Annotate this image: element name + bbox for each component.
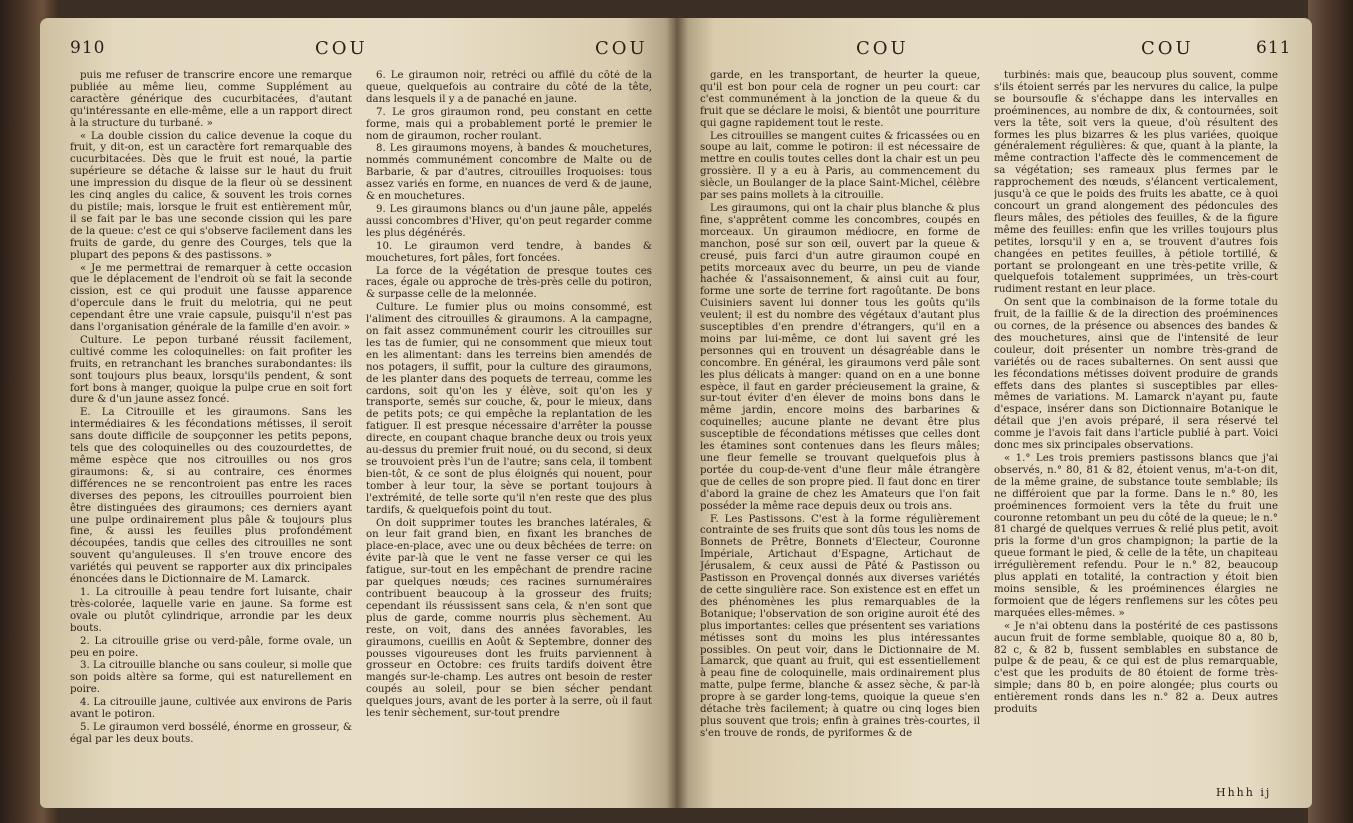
paragraph: Les giraumons, qui ont la chair plus blanche & plus fine, s'apprêtent comme les concombres, coupés en morceaux. Un giraumon médiocre, en forme de manchon, posé sur son œil, ouvert par la queue & creusé, puis farci d'un autre giraumon coupé en petits morceaux avec du beurre, un peu de viande hachée & l'assaisonnement, & ainsi cuit au four, forme une sorte de terrine fort ragoûtante. De bons Cuisiniers savent lui donner tous les goûts qu'ils veulent; il est du nombre des végétaux d'autant plus susceptibles d'en prendre d'étrangers, qu'il en a moins par lui-même, ce dont lui savent gré les personnes qui en trouvent un désagréable dans le concombre. En général, les giraumons verd pâle sont les plus délicats à manger: quand on en a une bonne espèce, il faut en garder précieusement la graine, & sur-tout éviter d'en élever de moins bons dans le même jardin, encore moins des barbarines & coquinelles; aucune plante ne devant être plus susceptible de fécondations métisses que celles dont les étamines sont contenues dans les fleurs mâles; une fleur femelle se trouvant quelquefois plus à portée du coup-de-vent d'une fleur mâle étrangère que de celles de son propre pied. Il faut donc en tirer d'abord la graine de chez les Amateurs que l'on fait posséder la même race depuis deux ou trois ans. xyxy=(700,202,980,512)
paragraph: 2. La citrouille grise ou verd-pâle, forme ovale, un peu en poire. xyxy=(70,635,352,659)
paragraph: 8. Les giraumons moyens, à bandes & mouchetures, nommés communément concombre de Malte ou de Barbarie, & par d'autres, citrouilles Iroquoises: tous assez variés en forme, en nuances de verd & de jaune, & en mouchetures. xyxy=(366,143,652,203)
paragraph: 9. Les giraumons blancs ou d'un jaune pâle, appelés aussi concombres d'Hiver, qu'on peut regarder comme les plus dégénérés. xyxy=(366,203,652,239)
left-page-number: 910 xyxy=(70,38,106,58)
left-column-1 xyxy=(70,70,352,800)
book-cover-right xyxy=(1308,0,1353,823)
paragraph: garde, en les transportant, de heurter la queue, qu'il est bon pour cela de rogner un peu court: car c'est communément à la jonction de la queue & du fruit que se déclare le moisi, & bientôt une pourriture qui gagne rapidement tout le reste. xyxy=(700,70,980,129)
right-page-header xyxy=(696,38,1296,64)
paragraph: F. Les Pastissons. C'est à la forme régulièrement contrainte de ses fruits que sont dûs tous les noms de Bonnets de Prêtre, Bonnets d'Electeur, Couronne Impériale, Artichaut d'Espagne, Artichaut de Jérusalem, & ceux aussi de Pâté & Pastisson ou Pastisson en Provençal donnés aux diverses variétés de cette singulière race. Son existence est en effet un des phénomènes les plus remarquables de la Botanique; l'observation de son origine auroit été des plus importantes: celles que présentent ses variations métisses sont du moins les plus intéressantes possibles. On peut voir, dans le Dictionnaire de M. Lamarck, que quant au fruit, qui est essentiellement à peau fine de coloquinelle, mais ordinairement plus matte, pulpe ferme, blanche & assez sèche, & par-là propre à se garder long-tems, quoique la queue s'en détache très facilement; à quatre ou cinq loges bien plus souvent que trois; enfin à graines très-courtes, il s'en trouve de ronds, de pyriformes & de xyxy=(700,513,980,739)
right-page xyxy=(676,18,1312,808)
book-gutter xyxy=(666,18,688,808)
right-column-1 xyxy=(700,70,980,800)
paragraph: Les citrouilles se mangent cuites & fricassées ou en soupe au lait, comme le potiron: il est nécessaire de mettre en coulis toutes celles dont la chair est un peu grossière. Il y a eu à Paris, au commencement du siècle, un Boulanger de la place Saint-Michel, célèbre par ses pains mollets à la citrouille. xyxy=(700,130,980,202)
left-running-head: COU xyxy=(315,38,368,59)
left-column-2 xyxy=(366,70,652,800)
paragraph: puis me refuser de transcrire encore une remarque publiée au même lieu, comme Supplément au caractère générique des cucurbitacées, d'autant qu'intéressante en elle-même, elle a un rapport direct à la structure du turbané. » xyxy=(70,70,352,129)
paragraph: 10. Le giraumon verd tendre, à bandes & mouchetures, fort pâles, fort foncées. xyxy=(366,240,652,264)
paragraph: « La double cission du calice devenue la coque du fruit, y dit-on, est un caractère fort remarquable des cucurbitacées. Dès que le fruit est noué, la partie supérieure se détache & laisse sur le haut du fruit une impression du disque de la fleur où se dessinent les cinq angles du calice, & souvent les trois cornes du pistile; mais, lorsque le fruit est entièrement mûr, il se fait par le bas une seconde cission qui les pare de la queue: c'est ce qui s'observe facilement dans les fruits de garde, du genre des Courges, tels que la plupart des pepons & des pastissons. » xyxy=(70,130,352,261)
paragraph: Culture. Le fumier plus ou moins consommé, est l'aliment des citrouilles & giraumons. A la campagne, on fait assez communément courir les citrouilles sur les tas de fumier, qui ne consomment que mieux tout en les alimentant: dans les terreins bien amendés de nos potagers, il suffit, pour la culture des giraumons, de les planter dans des poquets de terreau, comme les cardons, soit qu'on les y élève, soit qu'on les y transporte, semés sur couche, &, pour le mieux, dans de petits pots; ce qui empêche la replantation de les fatiguer. Il est presque nécessaire d'arrêter la pousse directe, en coupant chaque branche deux ou trois yeux au-dessus du premier fruit noué, ou du second, si deux se trouvoient près l'un de l'autre; sans cela, il tombent bien-tôt, & ce sont de plus éloignés qui nouent, pour tomber à leur tour, la sève se portant toujours à l'extrémité, de telle sorte qu'il n'en reste que des plus tardifs, & quelquefois point du tout. xyxy=(366,302,652,516)
paragraph: 5. Le giraumon verd bossélé, énorme en grosseur, & égal par les deux bouts. xyxy=(70,721,352,745)
right-running-head: COU xyxy=(856,38,909,59)
right-column-2 xyxy=(994,70,1278,800)
catchword: Hhhh ij xyxy=(1216,786,1272,799)
paragraph: 1. La citrouille à peau tendre fort luisante, chair très-colorée, laquelle varie en jaune. Sa forme est ovale ou plutôt cylindrique, arrondie par les deux bouts. xyxy=(70,586,352,634)
paragraph: La force de la végétation de presque toutes ces races, égale ou approche de très-près celle du potiron, & surpasse celle de la melonnée. xyxy=(366,265,652,301)
left-page xyxy=(40,18,676,808)
paragraph: E. La Citrouille et les giraumons. Sans les intermédiaires & les fécondations métisses, il seroit sans doute difficile de soupçonner les petits pepons, tels que des coloquinelles ou des couzourdettes, de même espèce que nos citrouilles ou nos gros giraumons: &, si au contraire, ces énormes différences ne se rencontroient pas entre les races diverses des pepons, les citrouilles pourroient bien être distinguées des giraumons; ces derniers ayant une pulpe ordinairement plus pâle & toujours plus fine, & aussi les feuilles plus profondément découpées, tandis que celles des citrouilles ne sont souvent qu'anguleuses. Il s'en trouve encore des variétés qui peuvent se rapporter aux dix principales énoncées dans le Dictionnaire de M. Lamarck. xyxy=(70,407,352,586)
paragraph: « 1.° Les trois premiers pastissons blancs que j'ai observés, n.° 80, 81 & 82, étoient venus, m'a-t-on dit, de la même graine, de substance toute semblable; ils ne différoient que par la forme. Dans le n.° 80, les proéminences formoient vers la tête du fruit une couronne retombant un peu du côté de la queue; le n.° 81 chargé de quelques verrues & relié plus petit, avoit pris la forme d'un gros champignon; la partie de la queue formant le pied, & celle de la tête, un chapiteau irrégulièrement refendu. Pour le n.° 82, beaucoup plus applati en totalité, la contraction y étoit bien moins sensible, & les proéminences élargies ne formoient que de légers renflemens sur les côtes peu marquées elles-mêmes. » xyxy=(994,453,1278,619)
paragraph: Culture. Le pepon turbané réussit facilement, cultivé comme les coloquinelles: on fait profiter les fruits, en retranchant les branches surabondantes: ils sont toujours plus beaux, lorsqu'ils pendent, & sont fort bons à manger, quoique la pulpe crue en soit fort dure & d'un jaune assez foncé. xyxy=(70,334,352,406)
paragraph: « Je me permettrai de remarquer à cette occasion que le déplacement de l'endroit où se fait la seconde cission, est ce qui produit une fausse apparence d'opercule dans le fruit du melotria, qui ne peut cependant être une vraie capsule, puisqu'il n'est pas dans l'organisation générale de la famille d'en avoir. » xyxy=(70,262,352,334)
paragraph: turbinés: mais que, beaucoup plus souvent, comme s'ils étoient serrés par les nervures du calice, la pulpe se boursoufle & s'échappe dans les intervalles en proéminences, au nombre de dix, & contournées, soit vers la tête, soit vers la queue, d'où résultent des formes les plus bizarres & les plus variées, quoique généralement régulières: & que, quant à la plante, la même contraction l'affecte dès le commencement de sa végétation; ses rameaux plus fermes par le rapprochement des nœuds, s'élancent verticalement, jusqu'à ce que le poids des fruits les abatte, ce à quoi concourt un grand alongement des pédoncules des fleurs mâles, des pétioles des feuilles, & de la figure même des feuilles: enfin que les vrilles toujours plus petites, lorsqu'il y en a, se trouvent d'autres fois changées en petites feuilles, à pétiole tortillé, & portant se prolongeant en une très-petite vrille, & quelquefois totalement supprimées, un très-court rudiment restant en leur place. xyxy=(994,70,1278,296)
paragraph: On doit supprimer toutes les branches latérales, & on leur fait grand bien, en fixant les branches de place-en-place, avec une ou deux bêchées de terre: on évite par-là que le vent ne fasse verser ce qui les fatigue, sur-tout en les empêchant de prendre racine par quelques nœuds; ces racines surnuméraires contribuent beaucoup à la grosseur des fruits; cependant ils réussissent sans cela, & n'en sont que plus de garde, comme nourris plus sèchement. Au reste, on voit, dans des années favorables, les giraumons, cueillis en Août & Septembre, donner des pousses vigoureuses dont les fruits parviennent à grosseur en Octobre: ces fruits tardifs doivent être mangés sur-le-champ. Les autres ont besoin de rester coupés au soleil, pour se bien sécher pendant quelques jours, avant de les porter à la serre, où il faut les tenir sèchement, sur-tout prendre xyxy=(366,517,652,720)
paragraph: 4. La citrouille jaune, cultivée aux environs de Paris avant le potiron. xyxy=(70,697,352,721)
paragraph: 3. La citrouille blanche ou sans couleur, si molle que son poids altère sa forme, qui est naturellement en poire. xyxy=(70,660,352,696)
paragraph: 7. Le gros giraumon rond, peu constant en cette forme, mais qui a probablement porté le premier le nom de giraumon, rocher roulant. xyxy=(366,106,652,142)
right-running-head-2: COU xyxy=(1141,38,1194,59)
paragraph: On sent que la combinaison de la forme totale du fruit, de la faillie & de la direction des proéminences ou cornes, de la présence ou absences des bandes & des mouchetures, ainsi que de l'intensité de leur couleur, doit présenter un nombre très-grand de variétés ou de races subalternes. On sent aussi que les fécondations métisses doivent produire de grands effets dans des plantes si susceptibles par elles-mêmes de variations. M. Lamarck n'ayant pu, faute d'espace, insérer dans son Dictionnaire Botanique le détail que j'en avois préparé, il sera réservé tel comme je l'avois fait dans l'article publié à part. Voici donc mes six principales observations. xyxy=(994,297,1278,452)
left-running-head-2: COU xyxy=(595,38,648,59)
paragraph: 6. Le giraumon noir, retréci ou affilé du côté de la queue, quelquefois au contraire du côté de la tête, dans lesquels il y a de panaché en jaune. xyxy=(366,70,652,105)
left-page-header xyxy=(70,38,660,64)
right-page-number: 611 xyxy=(1256,38,1292,58)
paragraph: « Je n'ai obtenu dans la postérité de ces pastissons aucun fruit de forme semblable, quoique 80 a, 80 b, 82 c, & 82 b, fussent semblables en substance de pulpe & de peau, & ce qui est de plus remarquable, c'est que les produits de 80 étoient de forme très-simple; dans 80 b, en poire alongée; plus courts ou entièrement ronds dans les n.° 82 a. Deux autres produits xyxy=(994,620,1278,716)
